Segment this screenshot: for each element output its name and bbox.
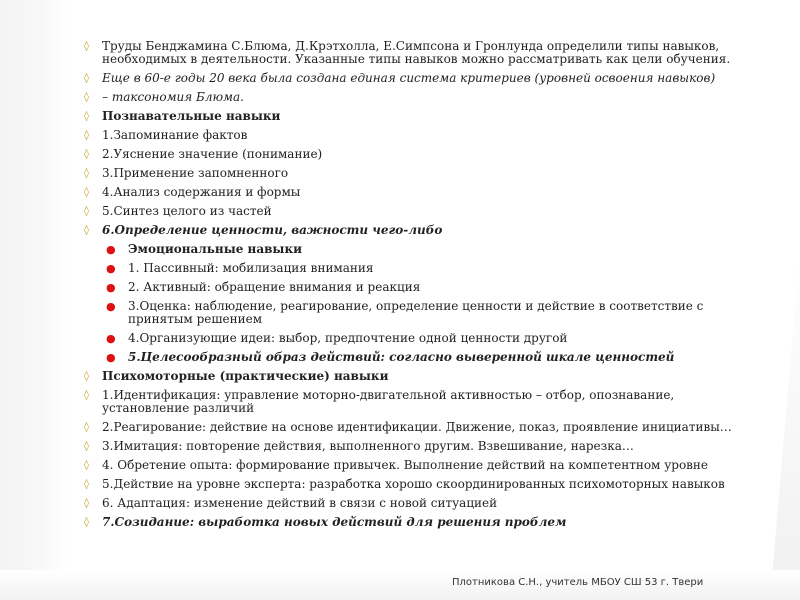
list-item bbox=[84, 478, 764, 491]
sub-list-item bbox=[106, 332, 764, 345]
diamond-icon: ◊ bbox=[84, 130, 89, 141]
diamond-icon: ◊ bbox=[84, 441, 89, 452]
diamond-icon: ◊ bbox=[84, 168, 89, 179]
bullet-list-top bbox=[84, 40, 764, 237]
list-item-text: 3.Оценка: наблюдение, реагирование, определение ценности и действие в соответствие с принятым решением bbox=[128, 299, 704, 326]
sub-bullet-list bbox=[84, 243, 764, 364]
diamond-icon: ◊ bbox=[84, 41, 89, 52]
sub-list-item bbox=[106, 281, 764, 294]
bullet-list-bottom bbox=[84, 370, 764, 529]
list-item-text: 1.Идентификация: управление моторно-двигательной активностью – отбор, опознавание, установление различий bbox=[102, 388, 675, 415]
diamond-icon: ◊ bbox=[84, 517, 89, 528]
sub-list-item bbox=[106, 243, 764, 256]
list-item-text: 5.Действие на уровне эксперта: разработка хорошо скоординированных психомоторных навыков bbox=[102, 477, 725, 491]
list-item-text: Эмоциональные навыки bbox=[128, 242, 303, 256]
sub-list-item bbox=[106, 300, 764, 326]
footer-author: Плотникова С.Н., учитель МБОУ СШ 53 г. Твери bbox=[452, 577, 704, 588]
list-item bbox=[84, 224, 764, 237]
dot-icon: ● bbox=[106, 332, 116, 345]
list-item bbox=[84, 497, 764, 510]
dot-icon: ● bbox=[106, 281, 116, 294]
list-item-text: Труды Бенджамина С.Блюма, Д.Крэтхолла, Е.Симпсона и Гронлунда определили типы навыков, необходимых в деятельности. Указанные типы навыков можно рассматривать как цели обучения. bbox=[102, 39, 731, 66]
list-item bbox=[84, 148, 764, 161]
dot-icon: ● bbox=[106, 300, 116, 313]
dot-icon: ● bbox=[106, 243, 116, 256]
left-decor-band bbox=[0, 0, 68, 600]
diamond-icon: ◊ bbox=[84, 479, 89, 490]
sub-list-item bbox=[106, 262, 764, 275]
list-item bbox=[84, 440, 764, 453]
list-item bbox=[84, 389, 764, 415]
list-item bbox=[84, 91, 764, 104]
diamond-icon: ◊ bbox=[84, 460, 89, 471]
list-item-text: 5.Целесообразный образ действий: согласно выверенной шкале ценностей bbox=[128, 350, 675, 364]
diamond-icon: ◊ bbox=[84, 390, 89, 401]
list-item-text: 4.Анализ содержания и формы bbox=[102, 185, 301, 199]
list-item bbox=[84, 129, 764, 142]
dot-icon: ● bbox=[106, 351, 116, 364]
diamond-icon: ◊ bbox=[84, 111, 89, 122]
list-item-text: Психомоторные (практические) навыки bbox=[102, 369, 389, 383]
list-item-text: 5.Синтез целого из частей bbox=[102, 204, 272, 218]
list-item-text: 1. Пассивный: мобилизация внимания bbox=[128, 261, 374, 275]
slide-content bbox=[84, 40, 764, 535]
list-item bbox=[84, 186, 764, 199]
list-item-text: 3.Применение запомненного bbox=[102, 166, 289, 180]
list-item bbox=[84, 167, 764, 180]
list-item bbox=[84, 40, 764, 66]
diamond-icon: ◊ bbox=[84, 92, 89, 103]
diamond-icon: ◊ bbox=[84, 73, 89, 84]
list-item bbox=[84, 205, 764, 218]
list-item bbox=[84, 516, 764, 529]
list-item bbox=[84, 72, 764, 85]
list-item-text: 6. Адаптация: изменение действий в связи с новой ситуацией bbox=[102, 496, 498, 510]
list-item-text: 2.Уяснение значение (понимание) bbox=[102, 147, 323, 161]
list-item bbox=[84, 421, 764, 434]
list-item-text: 4.Организующие идеи: выбор, предпочтение одной ценности другой bbox=[128, 331, 568, 345]
list-item-text: 3.Имитация: повторение действия, выполненного другим. Взвешивание, нарезка… bbox=[102, 439, 634, 453]
list-item-text: 1.Запоминание фактов bbox=[102, 128, 248, 142]
list-item bbox=[84, 459, 764, 472]
sub-list-item bbox=[106, 351, 764, 364]
list-item-text: 7.Созидание: выработка новых действий для решения проблем bbox=[102, 515, 567, 529]
list-item-text: 2.Реагирование: действие на основе идентификации. Движение, показ, проявление инициативы… bbox=[102, 420, 732, 434]
diamond-icon: ◊ bbox=[84, 206, 89, 217]
list-item-text: 6.Определение ценности, важности чего-либо bbox=[102, 223, 443, 237]
diamond-icon: ◊ bbox=[84, 498, 89, 509]
dot-icon: ● bbox=[106, 262, 116, 275]
diamond-icon: ◊ bbox=[84, 225, 89, 236]
list-item bbox=[84, 110, 764, 123]
list-item-text: – таксономия Блюма. bbox=[102, 90, 244, 104]
list-item-text: Еще в 60-е годы 20 века была создана единая система критериев (уровней освоения навыков) bbox=[102, 71, 716, 85]
diamond-icon: ◊ bbox=[84, 187, 89, 198]
list-item bbox=[84, 370, 764, 383]
list-item-text: 2. Активный: обращение внимания и реакция bbox=[128, 280, 421, 294]
diamond-icon: ◊ bbox=[84, 149, 89, 160]
list-item-text: 4. Обретение опыта: формирование привычек. Выполнение действий на компетентном уровне bbox=[102, 458, 709, 472]
list-item-text: Познавательные навыки bbox=[102, 109, 281, 123]
diamond-icon: ◊ bbox=[84, 371, 89, 382]
diamond-icon: ◊ bbox=[84, 422, 89, 433]
right-decor-wedge bbox=[770, 250, 800, 600]
